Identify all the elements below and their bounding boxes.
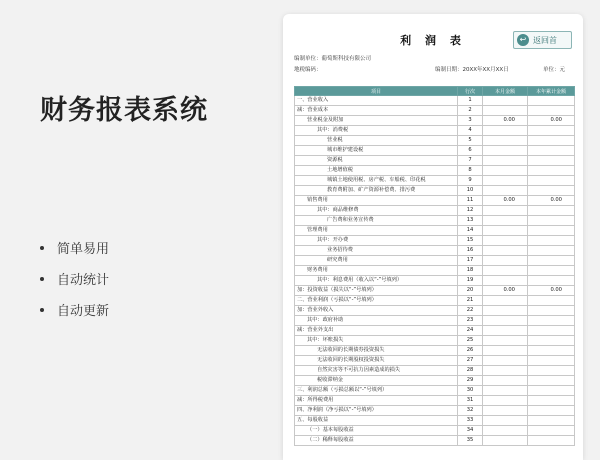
month-amount-cell[interactable] [483,326,528,336]
item-cell[interactable]: 其中：商品维修费 [295,206,458,216]
item-cell[interactable]: 营业税金及附加 [295,116,458,126]
item-cell[interactable]: 土地增值税 [295,166,458,176]
item-cell[interactable]: 资源税 [295,156,458,166]
year-amount-cell[interactable] [528,326,575,336]
table-row [295,236,575,246]
row-number-cell[interactable]: 26 [458,346,483,356]
row-number-cell[interactable]: 33 [458,416,483,426]
table-row [295,256,575,266]
row-number-cell[interactable]: 11 [458,196,483,206]
table-row [295,266,575,276]
feature-item [40,263,109,294]
year-amount-cell[interactable] [528,296,575,306]
item-cell[interactable]: 一、营业收入 [295,96,458,106]
row-number-cell[interactable]: 32 [458,406,483,416]
item-cell[interactable]: 其中：坏账损失 [295,336,458,346]
month-amount-cell[interactable] [483,206,528,216]
unit-label: 单位：元 [543,67,566,73]
table-row [295,106,575,116]
month-amount-cell[interactable] [483,416,528,426]
table-row [295,326,575,336]
month-amount-cell[interactable]: 0.00 [483,286,528,296]
row-number-cell[interactable]: 22 [458,306,483,316]
item-cell[interactable]: 营业税 [295,136,458,146]
row-number-cell[interactable]: 2 [458,106,483,116]
item-cell[interactable]: （一）基本每股收益 [295,426,458,436]
year-amount-cell[interactable] [528,96,575,106]
year-amount-cell[interactable] [528,346,575,356]
month-amount-cell[interactable] [483,296,528,306]
month-amount-cell[interactable]: 0.00 [483,116,528,126]
year-amount-cell[interactable] [528,376,575,386]
table-row [295,146,575,156]
item-cell[interactable]: 减：营业外支出 [295,326,458,336]
month-amount-cell[interactable] [483,146,528,156]
row-number-cell[interactable]: 28 [458,366,483,376]
tax-code-label: 地税编码： [294,67,322,73]
year-amount-cell[interactable] [528,396,575,406]
year-amount-cell[interactable] [528,186,575,196]
year-amount-cell[interactable] [528,226,575,236]
row-number-cell[interactable]: 16 [458,246,483,256]
row-number-cell[interactable]: 8 [458,166,483,176]
year-amount-cell[interactable] [528,436,575,446]
item-cell[interactable]: （二）稀释每股收益 [295,436,458,446]
row-number-cell[interactable]: 10 [458,186,483,196]
table-row [295,356,575,366]
item-cell[interactable]: 加：营业外收入 [295,306,458,316]
year-amount-cell[interactable] [528,316,575,326]
year-amount-cell[interactable] [528,206,575,216]
item-cell[interactable]: 财务费用 [295,266,458,276]
month-amount-cell[interactable] [483,106,528,116]
table-row [295,286,575,296]
month-amount-cell[interactable] [483,336,528,346]
month-amount-cell[interactable] [483,406,528,416]
item-cell[interactable]: 广告费和业务宣传费 [295,216,458,226]
item-cell[interactable]: 销售费用 [295,196,458,206]
year-amount-cell[interactable] [528,216,575,226]
row-number-cell[interactable]: 23 [458,316,483,326]
table-row [295,206,575,216]
row-number-cell[interactable]: 5 [458,136,483,146]
row-number-cell[interactable]: 12 [458,206,483,216]
month-amount-cell[interactable] [483,156,528,166]
year-amount-cell[interactable] [528,256,575,266]
page-title: 财务报表系统 [40,95,208,126]
back-home-label: 返回首 [533,35,557,45]
feature-list [40,232,109,325]
column-header: 本年累计金额 [528,87,575,96]
table-row [295,306,575,316]
row-number-cell[interactable]: 6 [458,146,483,156]
row-number-cell[interactable]: 31 [458,396,483,406]
month-amount-cell[interactable] [483,276,528,286]
income-statement-sheet [283,14,583,460]
month-amount-cell[interactable] [483,126,528,136]
month-amount-cell[interactable] [483,236,528,246]
item-cell[interactable]: 城镇土地使用税、房产税、车船税、印花税 [295,176,458,186]
table-header-row [295,87,575,96]
year-amount-cell[interactable] [528,126,575,136]
year-amount-cell[interactable]: 0.00 [528,286,575,296]
year-amount-cell[interactable] [528,146,575,156]
row-number-cell[interactable]: 29 [458,376,483,386]
month-amount-cell[interactable] [483,216,528,226]
row-number-cell[interactable]: 7 [458,156,483,166]
month-amount-cell[interactable] [483,396,528,406]
month-amount-cell[interactable] [483,136,528,146]
item-cell[interactable]: 三、利润总额（亏损总额以“-”号填列） [295,386,458,396]
item-cell[interactable]: 自然灾害等不可抗力因素造成的损失 [295,366,458,376]
month-amount-cell[interactable] [483,306,528,316]
feature-label: 自动统计 [57,273,110,288]
item-cell[interactable]: 税收滞纳金 [295,376,458,386]
row-number-cell[interactable]: 35 [458,436,483,446]
feature-label: 自动更新 [57,304,110,319]
row-number-cell[interactable]: 19 [458,276,483,286]
row-number-cell[interactable]: 14 [458,226,483,236]
table-row [295,176,575,186]
month-amount-cell[interactable] [483,176,528,186]
bullet-icon [40,246,44,250]
bullet-icon [40,308,44,312]
table-row [295,376,575,386]
month-amount-cell[interactable] [483,366,528,376]
row-number-cell[interactable]: 27 [458,356,483,366]
month-amount-cell[interactable] [483,346,528,356]
month-amount-cell[interactable] [483,96,528,106]
table-row [295,276,575,286]
table-row [295,366,575,376]
row-number-cell[interactable]: 9 [458,176,483,186]
table-row [295,246,575,256]
row-number-cell[interactable]: 21 [458,296,483,306]
sheet-title: 利 润 表 [400,34,466,47]
year-amount-cell[interactable] [528,426,575,436]
table-row [295,296,575,306]
bullet-icon [40,277,44,281]
year-amount-cell[interactable] [528,416,575,426]
item-cell[interactable]: 其中：利息费用（收入以“-”号填列） [295,276,458,286]
item-cell[interactable]: 其中：消费税 [295,126,458,136]
table-row [295,406,575,416]
company-label: 编制单位：葡萄斯科技有限公司 [294,56,372,62]
table-row [295,226,575,236]
column-header: 行次 [458,87,483,96]
table-row [295,116,575,126]
table-row [295,416,575,426]
row-number-cell[interactable]: 30 [458,386,483,396]
table-row [295,156,575,166]
table-row [295,336,575,346]
item-cell[interactable]: 其中：开办费 [295,236,458,246]
item-cell[interactable]: 无法收回的长期债券投资损失 [295,346,458,356]
table-row [295,126,575,136]
year-amount-cell[interactable]: 0.00 [528,116,575,126]
table-row [295,216,575,226]
month-amount-cell[interactable] [483,356,528,366]
row-number-cell[interactable]: 20 [458,286,483,296]
row-number-cell[interactable]: 17 [458,256,483,266]
year-amount-cell[interactable] [528,166,575,176]
row-number-cell[interactable]: 34 [458,426,483,436]
row-number-cell[interactable]: 15 [458,236,483,246]
month-amount-cell[interactable] [483,226,528,236]
feature-item [40,232,109,263]
item-cell[interactable]: 四、净利润（净亏损以“-”号填列） [295,406,458,416]
table-row [295,426,575,436]
year-amount-cell[interactable] [528,366,575,376]
year-amount-cell[interactable] [528,356,575,366]
year-amount-cell[interactable] [528,386,575,396]
table-body [295,96,575,446]
month-amount-cell[interactable]: 0.00 [483,196,528,206]
table-row [295,136,575,146]
item-cell[interactable]: 二、营业利润（亏损以“-”号填列） [295,296,458,306]
column-header: 项目 [295,87,458,96]
year-amount-cell[interactable] [528,106,575,116]
back-arrow-icon: ↩ [517,34,529,46]
year-amount-cell[interactable] [528,236,575,246]
row-number-cell[interactable]: 18 [458,266,483,276]
year-amount-cell[interactable] [528,276,575,286]
income-table [294,86,575,446]
item-cell[interactable]: 研究费用 [295,256,458,266]
row-number-cell[interactable]: 24 [458,326,483,336]
item-cell[interactable]: 加：投资收益（损失以“-”号填列） [295,286,458,296]
month-amount-cell[interactable] [483,166,528,176]
month-amount-cell[interactable] [483,376,528,386]
year-amount-cell[interactable] [528,246,575,256]
back-home-button[interactable] [513,31,572,49]
table-row [295,386,575,396]
year-amount-cell[interactable] [528,176,575,186]
row-number-cell[interactable]: 13 [458,216,483,226]
month-amount-cell[interactable] [483,316,528,326]
item-cell[interactable]: 管理费用 [295,226,458,236]
row-number-cell[interactable]: 25 [458,336,483,346]
item-cell[interactable]: 教育费附加、矿产资源补偿费、排污费 [295,186,458,196]
table-row [295,186,575,196]
month-amount-cell[interactable] [483,256,528,266]
month-amount-cell[interactable] [483,426,528,436]
feature-label: 简单易用 [57,242,110,257]
month-amount-cell[interactable] [483,186,528,196]
month-amount-cell[interactable] [483,386,528,396]
column-header: 本月金额 [483,87,528,96]
table-row [295,196,575,206]
item-cell[interactable]: 城市维护建设税 [295,146,458,156]
table-row [295,316,575,326]
year-amount-cell[interactable] [528,406,575,416]
month-amount-cell[interactable] [483,246,528,256]
feature-item [40,294,109,325]
row-number-cell[interactable]: 3 [458,116,483,126]
month-amount-cell[interactable] [483,436,528,446]
month-amount-cell[interactable] [483,266,528,276]
date-label: 编制日期：20XX年XX月XX日 [435,67,509,73]
table-row [295,96,575,106]
year-amount-cell[interactable] [528,136,575,146]
item-cell[interactable]: 其中：政府补助 [295,316,458,326]
year-amount-cell[interactable]: 0.00 [528,196,575,206]
year-amount-cell[interactable] [528,266,575,276]
item-cell[interactable]: 减：营业成本 [295,106,458,116]
item-cell[interactable]: 减：所得税费用 [295,396,458,406]
row-number-cell[interactable]: 4 [458,126,483,136]
year-amount-cell[interactable] [528,306,575,316]
item-cell[interactable]: 业务招待费 [295,246,458,256]
year-amount-cell[interactable] [528,336,575,346]
table-row [295,396,575,406]
year-amount-cell[interactable] [528,156,575,166]
table-row [295,346,575,356]
item-cell[interactable]: 五、每股收益 [295,416,458,426]
table-row [295,436,575,446]
table-row [295,166,575,176]
row-number-cell[interactable]: 1 [458,96,483,106]
item-cell[interactable]: 无法收回的长期股权投资损失 [295,356,458,366]
